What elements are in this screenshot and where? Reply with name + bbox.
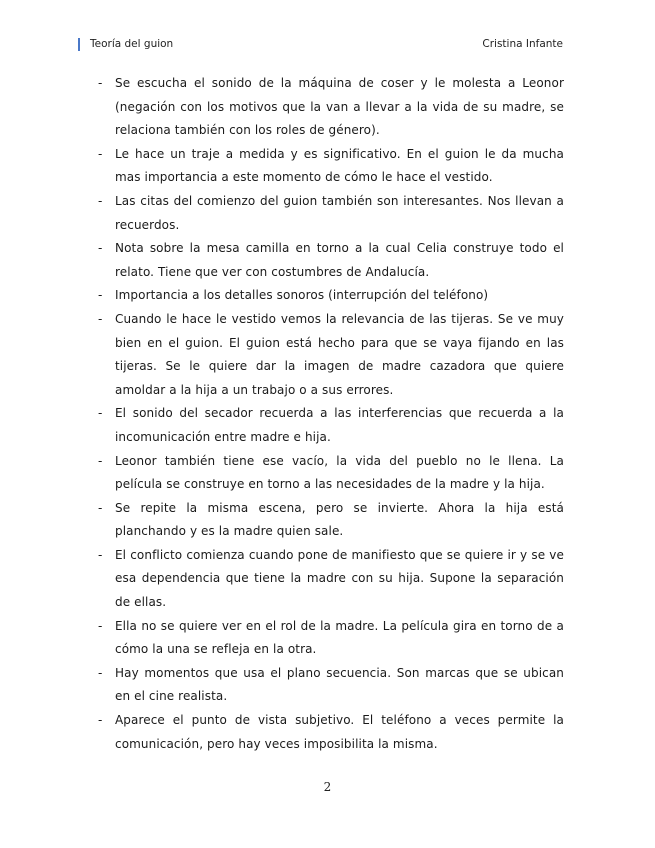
bullet-item — [98, 284, 564, 308]
bullet-item — [98, 190, 564, 237]
document-body — [98, 72, 564, 756]
bullet-item — [98, 72, 564, 143]
bullet-dash: - — [98, 146, 103, 161]
bullet-text: Se escucha el sonido de la máquina de coser y le molesta a Leonor (negación con los motivos que la van a llevar a la vida de su madre, se relaciona también con los roles de género). — [115, 76, 564, 138]
bullet-dash: - — [98, 618, 103, 633]
bullet-text: Hay momentos que usa el plano secuencia. Son marcas que se ubican en el cine realista. — [115, 665, 564, 704]
bullet-dash: - — [98, 288, 103, 303]
bullet-item — [98, 143, 564, 190]
bullet-list — [98, 72, 564, 756]
bullet-item — [98, 308, 564, 402]
bullet-dash: - — [98, 547, 103, 562]
bullet-dash: - — [98, 713, 103, 728]
bullet-item — [98, 450, 564, 497]
bullet-dash: - — [98, 453, 103, 468]
bullet-dash: - — [98, 500, 103, 515]
bullet-text: Importancia a los detalles sonoros (interrupción del teléfono) — [115, 288, 489, 303]
page-header — [78, 36, 563, 54]
bullet-text: El conflicto comienza cuando pone de manifiesto que se quiere ir y se ve esa dependencia que tiene la madre con su hija. Supone la separación de ellas. — [115, 547, 564, 610]
bullet-item — [98, 544, 564, 615]
bullet-dash: - — [98, 76, 103, 90]
bullet-dash: - — [98, 406, 103, 421]
bullet-dash: - — [98, 193, 103, 208]
bullet-text: El sonido del secador recuerda a las interferencias que recuerda a la incomunicación entre madre e hija. — [115, 406, 564, 444]
bullet-dash: - — [98, 311, 103, 326]
page-number: 2 — [323, 780, 332, 794]
bullet-text: Nota sobre la mesa camilla en torno a la cual Celia construye todo el relato. Tiene que ver con costumbres de Andalucía. — [115, 241, 564, 279]
header-document-title: Teoría del guion — [90, 38, 174, 50]
bullet-text: Se repite la misma escena, pero se invierte. Ahora la hija está planchando y es la madre quien sale. — [115, 500, 564, 539]
bullet-text: Las citas del comienzo del guion también son interesantes. Nos llevan a recuerdos. — [115, 193, 564, 232]
bullet-text: Ella no se quiere ver en el rol de la madre. La película gira en torno de a cómo la una se refleja en la otra. — [115, 618, 564, 657]
header-accent-bar — [78, 38, 80, 51]
bullet-text: Cuando le hace le vestido vemos la relevancia de las tijeras. Se ve muy bien en el guion. El guion está hecho para que se vaya fijando en las tijeras. Se le quiere dar la imagen de madre cazadora que quiere amoldar a la hija a un trabajo o a sus errores. — [115, 311, 564, 397]
header-author-name: Cristina Infante — [482, 38, 563, 50]
bullet-item — [98, 497, 564, 544]
bullet-item — [98, 709, 564, 756]
bullet-text: Leonor también tiene ese vacío, la vida del pueblo no le llena. La película se construye en torno a las necesidades de la madre y la hija. — [115, 453, 564, 492]
bullet-text: Aparece el punto de vista subjetivo. El teléfono a veces permite la comunicación, pero hay veces imposibilita la misma. — [115, 713, 564, 751]
bullet-dash: - — [98, 665, 103, 680]
bullet-dash: - — [98, 241, 103, 256]
bullet-item — [98, 662, 564, 709]
bullet-item — [98, 615, 564, 662]
bullet-item — [98, 402, 564, 449]
bullet-item — [98, 237, 564, 284]
bullet-text: Le hace un traje a medida y es significativo. En el guion le da mucha mas importancia a este momento de cómo le hace el vestido. — [115, 146, 564, 185]
